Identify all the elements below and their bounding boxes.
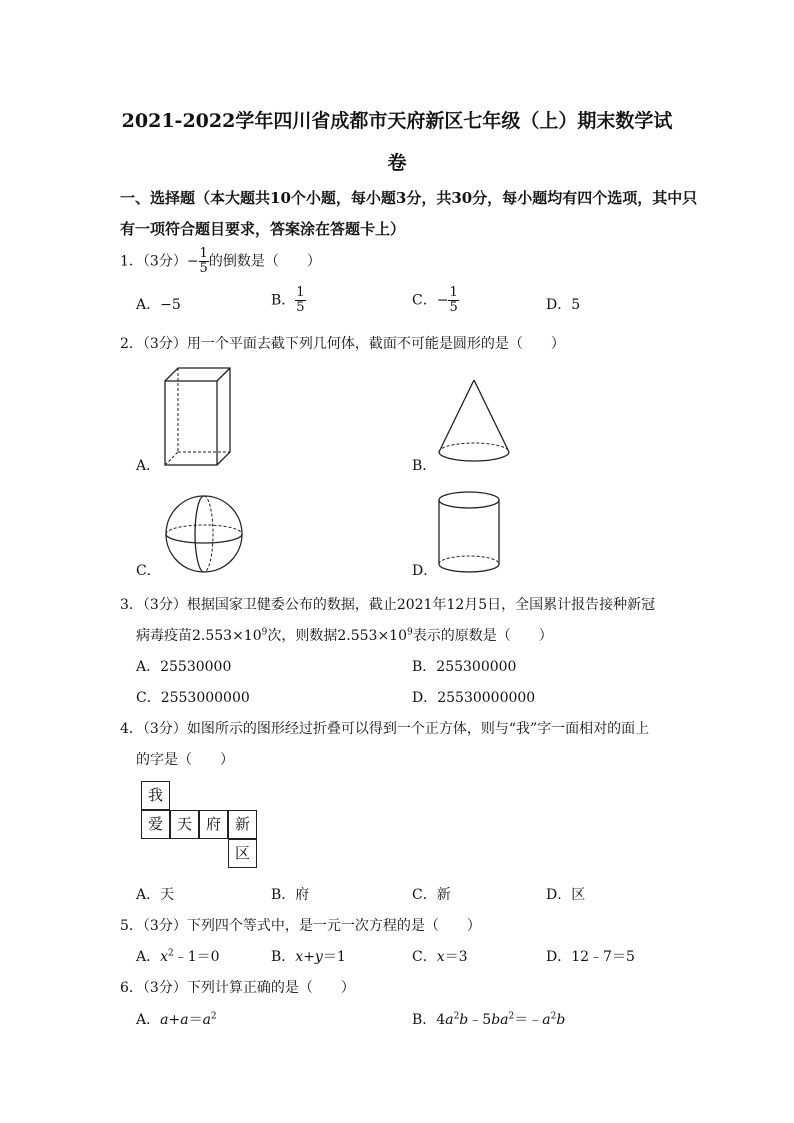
q6-option-b-label: B．4 xyxy=(412,1012,446,1028)
cone-figure xyxy=(436,378,516,468)
section-heading-line1: 一、选择题（本大题共10个小题，每小题3分，共30分，每小题均有四个选项，其中只 xyxy=(120,189,698,207)
q1-option-b-den: 5 xyxy=(296,300,305,315)
q2-option-a[interactable]: A． xyxy=(136,458,161,474)
q3-option-d[interactable]: D．25530000000 xyxy=(412,690,536,706)
q6-option-b-b2: ba xyxy=(491,1012,509,1028)
q3-line2-mid: 次，则数据2.553×10 xyxy=(267,628,407,644)
q3-line2-post: 表示的原数是（ ） xyxy=(412,628,553,644)
q5-option-b-label: B． xyxy=(271,949,296,965)
q2-option-c[interactable]: C． xyxy=(136,563,161,579)
q1-option-c-den: 5 xyxy=(449,300,458,315)
q6-option-b-eq: ＝﹣ xyxy=(514,1012,543,1028)
question-4-line2: 的字是（ ） xyxy=(136,752,234,768)
q5-option-b[interactable] xyxy=(271,946,346,966)
q5-option-c[interactable] xyxy=(412,946,468,966)
q6-option-b-a3: a xyxy=(542,1012,551,1028)
q3-option-c[interactable]: C．2553000000 xyxy=(136,690,250,706)
question-6: 6．（3分）下列计算正确的是（ ） xyxy=(120,980,355,996)
q1-option-b-label: B． xyxy=(271,292,296,309)
q6-option-b-b3: b xyxy=(556,1012,566,1028)
question-3-line1: 3．（3分）根据国家卫健委公布的数据，截止2021年12月5日，全国累计报告接种新冠 xyxy=(120,597,656,613)
q6-option-b-e1: 2 xyxy=(453,1011,460,1022)
q4-option-d[interactable]: D．区 xyxy=(546,887,586,903)
q5-option-a-label: A． xyxy=(136,949,161,965)
q1-option-c[interactable] xyxy=(412,286,459,315)
section-heading-line2: 有一项符合题目要求，答案涂在答题卡上） xyxy=(120,220,406,238)
net-cell-tian: 天 xyxy=(170,810,199,839)
q3-option-b[interactable]: B．255300000 xyxy=(412,659,517,675)
q5-option-a[interactable] xyxy=(136,946,220,966)
q6-option-b-b1: b xyxy=(459,1012,469,1028)
q1-option-c-label: C．− xyxy=(412,292,449,309)
q6-option-a-label: A． xyxy=(136,1012,161,1028)
q1-fraction xyxy=(199,247,209,276)
q1-suffix: 的倒数是（ ） xyxy=(208,253,321,270)
q1-option-c-num: 1 xyxy=(449,285,458,300)
question-3-line2 xyxy=(136,625,553,645)
page-title-line2: 卷 xyxy=(387,152,407,174)
cylinder-figure xyxy=(436,490,506,578)
net-cell-xin: 新 xyxy=(228,810,257,839)
q4-option-a[interactable]: A．天 xyxy=(136,887,175,903)
q3-exponent-2: 9 xyxy=(406,627,413,638)
q6-option-b-e2: 2 xyxy=(508,1011,515,1022)
q5-option-b-expr: x+y xyxy=(295,949,323,965)
q6-option-b-mid: ﹣5 xyxy=(468,1012,492,1028)
q1-frac-den: 5 xyxy=(199,261,208,276)
question-1 xyxy=(120,247,321,276)
q2-option-d[interactable]: D． xyxy=(412,563,438,579)
q1-option-a[interactable]: A．−5 xyxy=(136,297,181,313)
net-cell-qu: 区 xyxy=(228,839,257,868)
q2-option-b[interactable]: B． xyxy=(412,458,437,474)
net-cell-wo: 我 xyxy=(141,781,170,810)
q1-option-c-fraction xyxy=(448,286,458,315)
q6-option-a-eq: ＝ xyxy=(188,1012,203,1028)
question-2: 2．（3分）用一个平面去截下列几何体，截面不可能是圆形的是（ ） xyxy=(120,336,565,352)
net-cell-ai: 爱 xyxy=(141,810,170,839)
q1-option-d[interactable]: D．5 xyxy=(546,297,581,313)
q5-option-b-rest: ＝1 xyxy=(322,949,346,965)
q4-option-c[interactable]: C．新 xyxy=(412,887,451,903)
q1-option-b-num: 1 xyxy=(296,285,305,300)
q1-prefix: 1．（3分）− xyxy=(120,253,199,270)
q5-option-c-var: x xyxy=(436,949,445,965)
q5-option-a-var: x xyxy=(160,949,169,965)
q6-option-a-base: a xyxy=(202,1012,211,1028)
q5-option-c-label: C． xyxy=(412,949,437,965)
question-4-line1: 4．（3分）如图所示的图形经过折叠可以得到一个正方体，则与“我”字一面相对的面上 xyxy=(120,721,650,737)
q5-option-c-rest: ＝3 xyxy=(444,949,468,965)
q1-option-b[interactable] xyxy=(271,286,306,315)
q6-option-a[interactable] xyxy=(136,1009,217,1029)
q1-frac-num: 1 xyxy=(199,246,208,261)
q3-exponent-1: 9 xyxy=(261,627,268,638)
q5-option-a-exp: 2 xyxy=(168,948,174,959)
question-5: 5．（3分）下列四个等式中，是一元一次方程的是（ ） xyxy=(120,918,481,934)
cuboid-figure xyxy=(160,366,240,471)
q5-option-a-rest: ﹣1＝0 xyxy=(173,949,220,965)
net-cell-fu: 府 xyxy=(199,810,228,839)
q6-option-b-a1: a xyxy=(445,1012,454,1028)
q6-option-a-expr: a+a xyxy=(160,1012,189,1028)
q6-option-b-e3: 2 xyxy=(550,1011,557,1022)
sphere-figure xyxy=(164,494,244,574)
q3-line2-pre: 病毒疫苗2.553×10 xyxy=(136,628,262,644)
q6-option-a-exp: 2 xyxy=(210,1011,217,1022)
q3-option-a[interactable]: A．25530000 xyxy=(136,659,232,675)
q6-option-b[interactable] xyxy=(412,1009,565,1029)
q4-option-b[interactable]: B．府 xyxy=(271,887,310,903)
q5-option-d[interactable]: D．12﹣7＝5 xyxy=(546,949,635,965)
q1-option-b-fraction xyxy=(295,286,305,315)
page-title-line1: 2021-2022学年四川省成都市天府新区七年级（上）期末数学试 xyxy=(121,110,673,132)
